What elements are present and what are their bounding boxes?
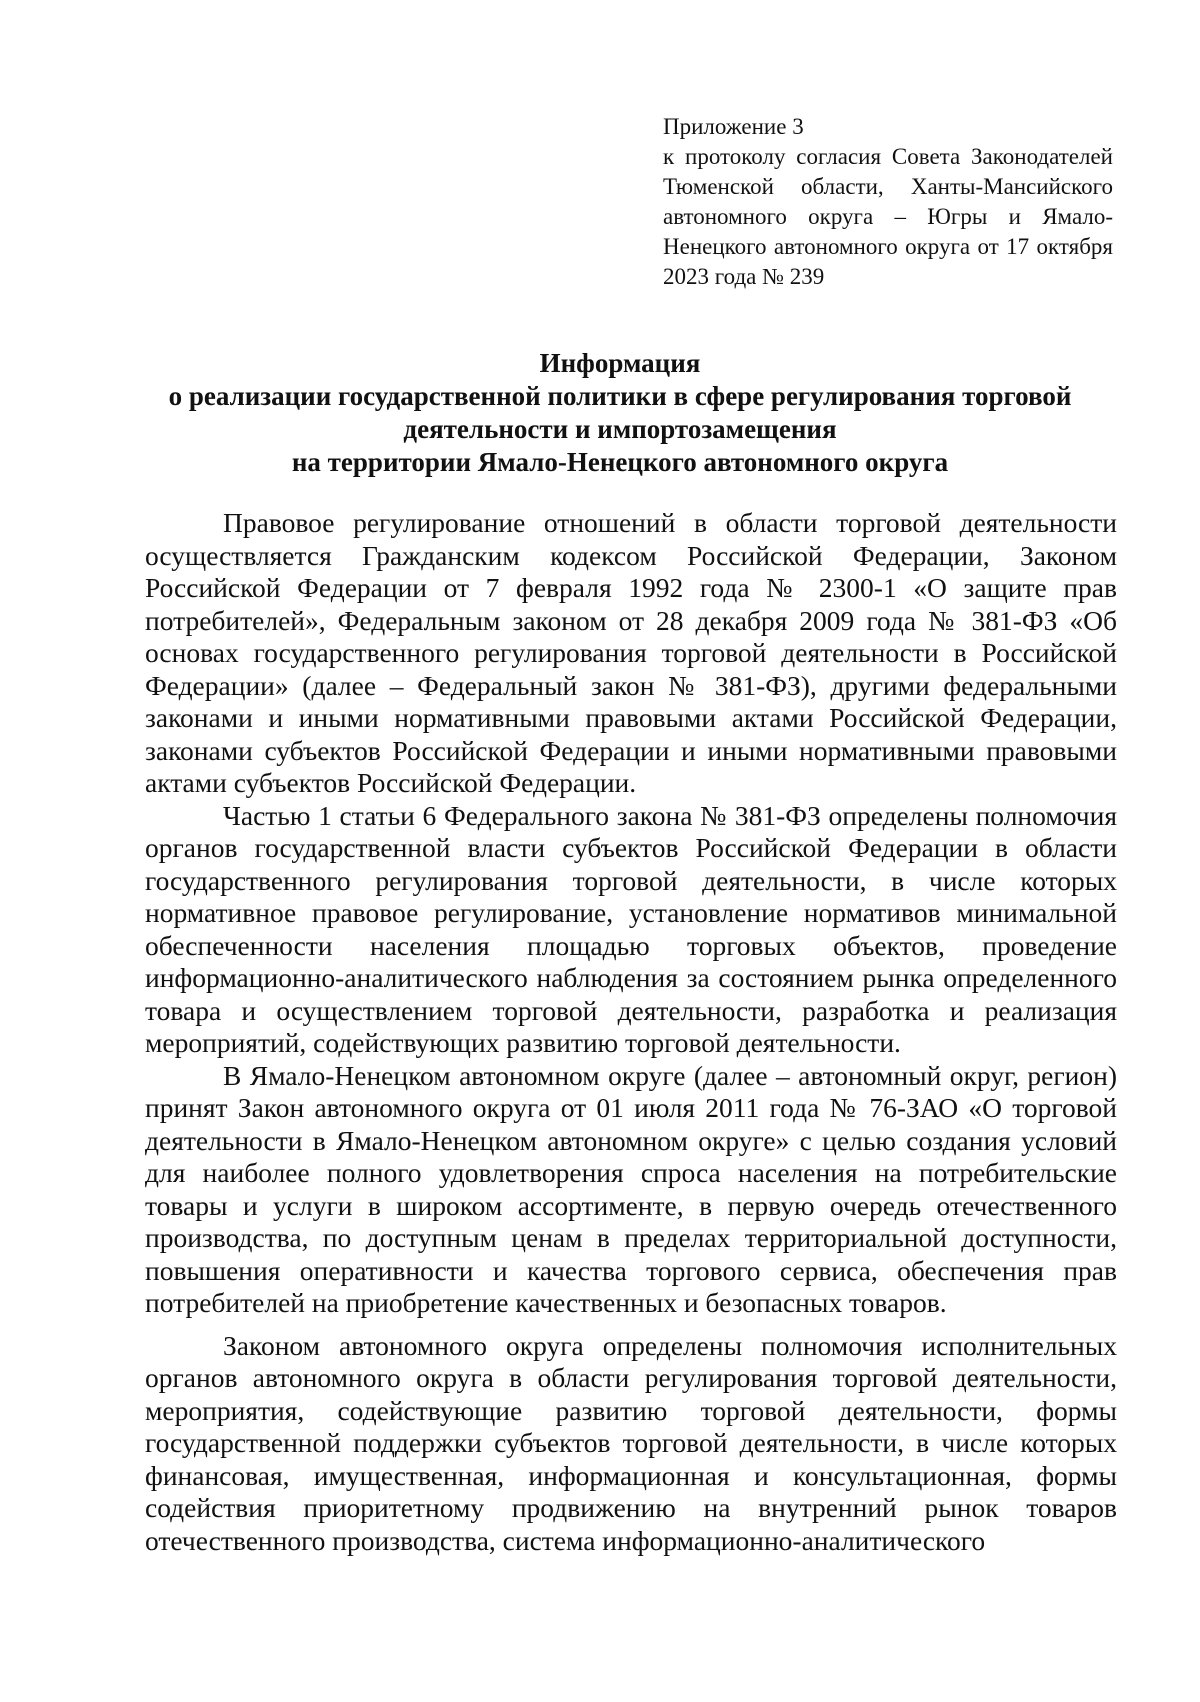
appendix-label: Приложение 3 [663, 114, 804, 139]
document-title [120, 347, 1120, 479]
title-line-4: на территории Ямало-Ненецкого автономного округа [291, 447, 949, 477]
title-line-3: деятельности и импортозамещения [403, 414, 837, 444]
title-line-2: о реализации государственной политики в сфере регулирования торговой [168, 381, 1072, 411]
paragraph-1: Правовое регулирование отношений в области торговой деятельности осуществляется Гражданским кодексом Российской Федерации, Законом Российской Федерации от 7 февраля 1992 года № 2300-1 «О защите прав потребителей», Федеральным законом от 28 декабря 2009 года № 381-ФЗ «Об основах государственного регулирования торговой деятельности в Российской Федерации» (далее – Федеральный закон № 381-ФЗ), другими федеральными законами и иными нормативными правовыми актами Российской Федерации, законами субъектов Российской Федерации и иными нормативными правовыми актами субъектов Российской Федерации. [145, 507, 1117, 798]
appendix-note [663, 112, 1113, 292]
paragraph-3: В Ямало-Ненецком автономном округе (далее – автономный округ, регион) принят Закон автономного округа от 01 июля 2011 года № 76-ЗАО «О торговой деятельности в Ямало-Ненецком автономном округе» с целью создания условий для наиболее полного удовлетворения спроса населения на потребительские товары и услуги в широком ассортименте, в первую очередь отечественного производства, по доступным ценам в пределах территориальной доступности, повышения оперативности и качества торгового сервиса, обеспечения прав потребителей на приобретение качественных и безопасных товаров. [145, 1059, 1117, 1318]
document-body [145, 507, 1117, 1557]
paragraph-2: Частью 1 статьи 6 Федерального закона № 381-ФЗ определены полномочия органов государственной власти субъектов Российской Федерации в области государственного регулирования торговой деятельности, в числе которых нормативное правовое регулирование, установление нормативов минимальной обеспеченности населения площадью торговых объектов, проведение информационно-аналитического наблюдения за состоянием рынка определенного товара и осуществлением торговой деятельности, разработка и реализация мероприятий, содействующих развитию торговой деятельности. [145, 799, 1117, 1058]
appendix-text: к протоколу согласия Совета Законодателей Тюменской области, Ханты-Мансийского автономного округа – Югры и Ямало-Ненецкого автономного округа от 17 октября 2023 года № 239 [663, 144, 1113, 289]
title-line-1: Информация [539, 348, 701, 378]
paragraph-4: Законом автономного округа определены полномочия исполнительных органов автономного округа в области регулирования торговой деятельности, мероприятия, содействующие развитию торговой деятельности, формы государственной поддержки субъектов торговой деятельности, в числе которых финансовая, имущественная, информационная и консультационная, формы содействия приоритетному продвижению на внутренний рынок товаров отечественного производства, система информационно-аналитического [145, 1329, 1117, 1556]
